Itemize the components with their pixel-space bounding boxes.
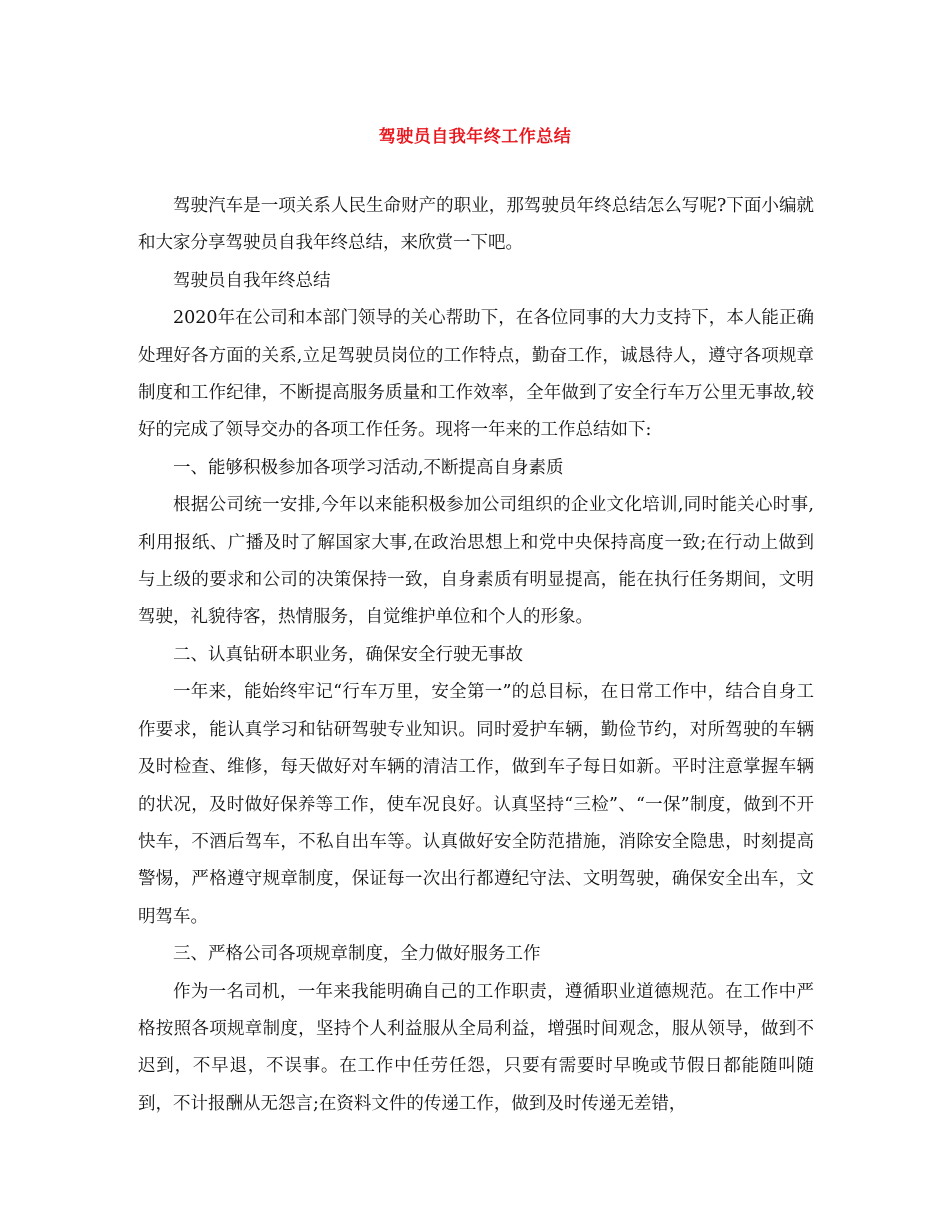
document-body [138,188,814,1123]
section-heading-2: 二、认真钻研本职业务，确保安全行驶无事故 [173,644,523,665]
paragraph-section-1: 根据公司统一安排,今年以来能积极参加公司组织的企业文化培训,同时能关心时事,利用报纸、广播及时了解国家大事,在政治思想上和党中央保持高度一致;在行动上做到与上级的要求和公司的决策保持一致，自身素质有明显提高，能在执行任务期间，文明驾驶，礼貌待客，热情服务，自觉维护单位和个人的形象。 [138,495,814,628]
section-heading-3: 三、严格公司各项规章制度，全力做好服务工作 [173,944,541,965]
document-title: 驾驶员自我年终工作总结 [378,127,572,147]
paragraph-overview: 2020年在公司和本部门领导的关心帮助下，在各位同事的大力支持下，本人能正确处理好各方面的关系,立足驾驶员岗位的工作特点，勤奋工作，诚恳待人，遵守各项规章制度和工作纪律，不断提高服务质量和工作效率，全年做到了安全行车万公里无事故,较好的完成了领导交办的各项工作任务。现将一年来的工作总结如下: [138,308,814,441]
paragraph-subtitle: 驾驶员自我年终总结 [173,270,331,291]
paragraph-section-3: 作为一名司机，一年来我能明确自己的工作职责，遵循职业道德规范。在工作中严格按照各项规章制度，坚持个人利益服从全局利益，增强时间观念，服从领导，做到不迟到，不早退，不误事。在工作中任劳任怨，只要有需要时早晚或节假日都能随叫随到，不计报酬从无怨言;在资料文件的传递工作，做到及时传递无差错， [138,981,814,1114]
paragraph-section-2: 一年来，能始终牢记“行车万里，安全第一”的总目标，在日常工作中，结合自身工作要求，能认真学习和钻研驾驶专业知识。同时爱护车辆，勤俭节约，对所驾驶的车辆及时检查、维修，每天做好对车辆的清洁工作，做到车子每日如新。平时注意掌握车辆的状况，及时做好保养等工作，使车况良好。认真坚持“三检”、“一保”制度，做到不开快车，不酒后驾车，不私自出车等。认真做好安全防范措施，消除安全隐患，时刻提高警惕，严格遵守规章制度，保证每一次出行都遵纪守法、文明驾驶，确保安全出车，文明驾车。 [138,682,814,927]
paragraph-intro: 驾驶汽车是一项关系人民生命财产的职业，那驾驶员年终总结怎么写呢?下面小编就和大家分享驾驶员自我年终总结，来欣赏一下吧。 [138,196,814,254]
section-heading-1: 一、能够积极参加各项学习活动,不断提高自身素质 [173,457,564,478]
